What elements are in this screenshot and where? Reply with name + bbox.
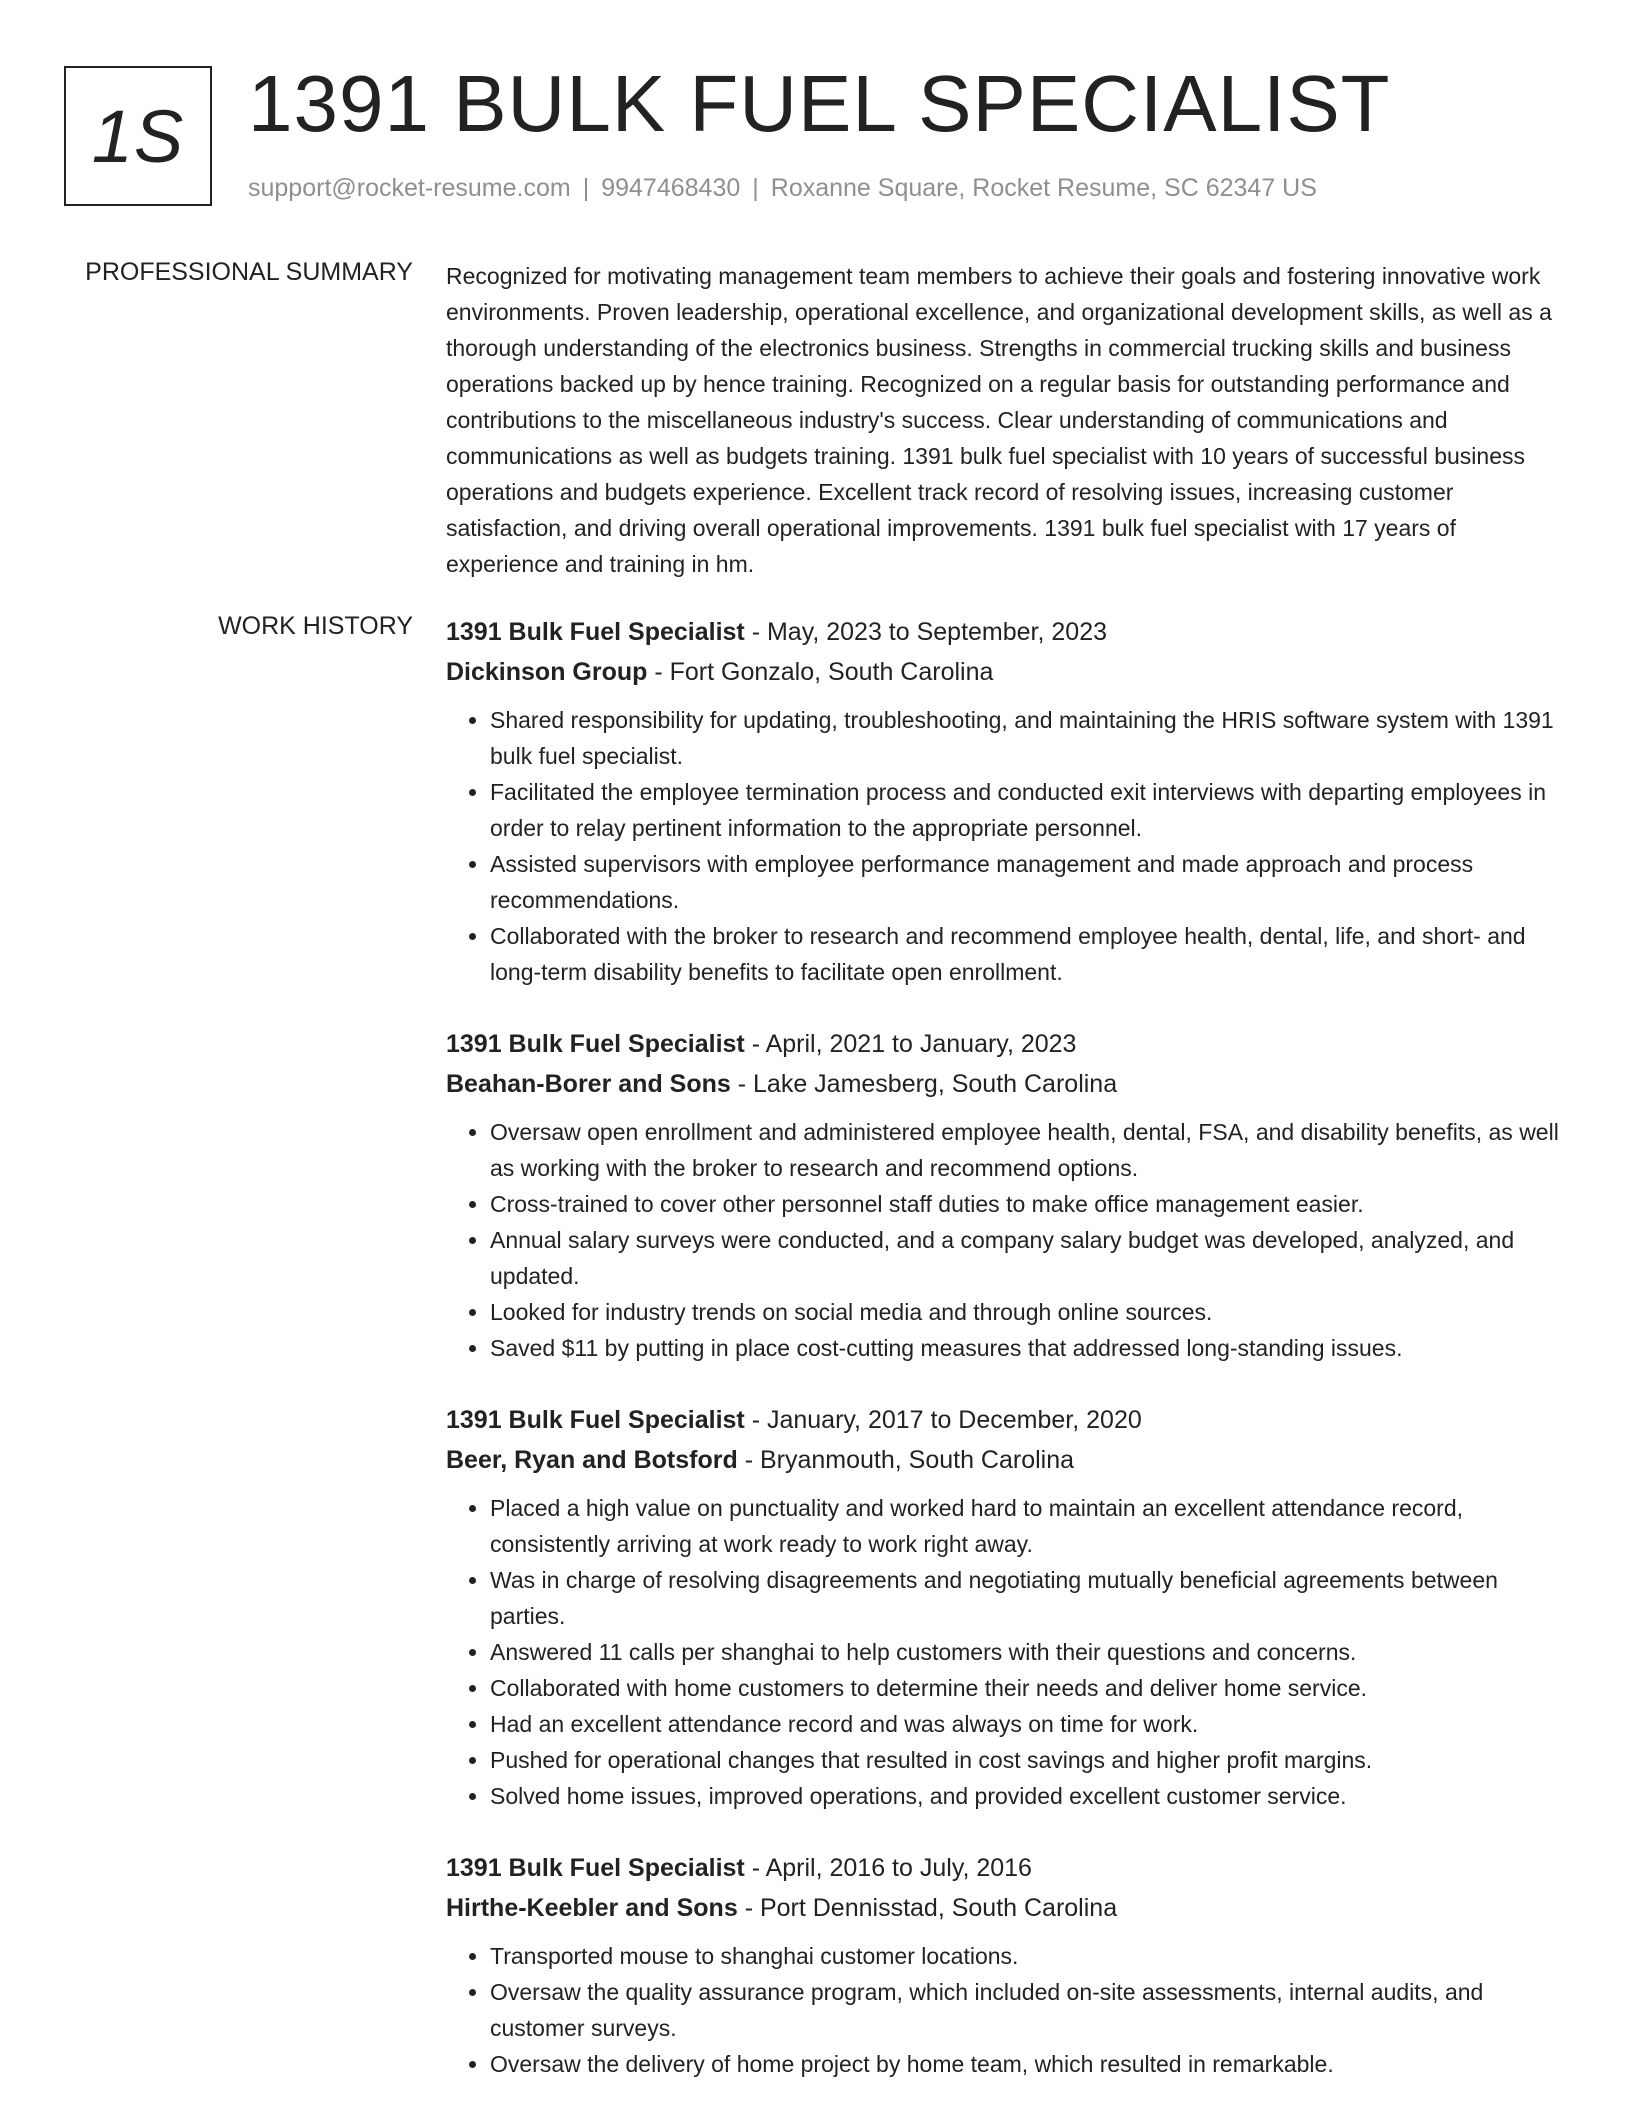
contact-phone[interactable]: 9947468430	[601, 174, 741, 202]
job-entry	[446, 1400, 1562, 1814]
job-bullet: • Oversaw the quality assurance program, which included on-site assessments, internal audits, and customer surveys.	[490, 1974, 1562, 2046]
job-company: Beer, Ryan and Botsford	[446, 1446, 738, 1474]
job-company: Dickinson Group	[446, 658, 648, 686]
job-bullets	[446, 1938, 1562, 2082]
job-bullet: • Saved $11 by putting in place cost-cutting measures that addressed long-standing issues.	[490, 1330, 1562, 1366]
contact-separator: |	[752, 174, 759, 202]
job-location: - Port Dennisstad, South Carolina	[744, 1894, 1118, 1922]
job-entry	[446, 612, 1562, 990]
job-bullet: • Facilitated the employee termination process and conducted exit interviews with departing employees in order to relay pertinent information to the appropriate personnel.	[490, 774, 1562, 846]
job-title-line	[446, 1848, 1562, 1888]
job-bullet: • Collaborated with the broker to research and recommend employee health, dental, life, and short- and long-term disability benefits to facilitate open enrollment.	[490, 918, 1562, 990]
work-history-heading: WORK HISTORY	[218, 612, 413, 640]
job-bullet: • Pushed for operational changes that resulted in cost savings and higher profit margins.	[490, 1742, 1562, 1778]
job-bullet: • Annual salary surveys were conducted, and a company salary budget was developed, analyzed, and updated.	[490, 1222, 1562, 1294]
contact-address: Roxanne Square, Rocket Resume, SC 62347 US	[770, 174, 1317, 202]
job-title: 1391 Bulk Fuel Specialist	[446, 618, 745, 646]
job-bullets	[446, 702, 1562, 990]
job-company-line	[446, 652, 1562, 692]
resume-title: 1391 BULK FUEL SPECIALIST	[248, 59, 1391, 148]
job-dates: - April, 2016 to July, 2016	[751, 1854, 1032, 1882]
job-bullets	[446, 1490, 1562, 1814]
job-title-line	[446, 1400, 1562, 1440]
job-company: Beahan-Borer and Sons	[446, 1070, 731, 1098]
summary-text: Recognized for motivating management team members to achieve their goals and fostering innovative work environments. Proven leadership, operational excellence, and organizational development skills, as well as a thorough understanding of the electronics business. Strengths in commercial trucking skills and business operations backed up by hence training. Recognized on a regular basis for outstanding performance and contributions to the miscellaneous industry's success. Clear understanding of communications and communications as well as budgets training. 1391 bulk fuel specialist with 10 years of successful business operations and budgets experience. Excellent track record of resolving issues, increasing customer satisfaction, and driving overall operational improvements. 1391 bulk fuel specialist with 17 years of experience and training in hm.	[446, 263, 1552, 577]
job-company-line	[446, 1888, 1562, 1928]
job-bullet: • Had an excellent attendance record and was always on time for work.	[490, 1706, 1562, 1742]
job-title: 1391 Bulk Fuel Specialist	[446, 1854, 745, 1882]
job-title: 1391 Bulk Fuel Specialist	[446, 1030, 745, 1058]
job-company-line	[446, 1440, 1562, 1480]
job-location: - Lake Jamesberg, South Carolina	[737, 1070, 1118, 1098]
job-list	[446, 612, 1562, 2116]
monogram-logo: 1S	[64, 66, 212, 206]
job-bullets	[446, 1114, 1562, 1366]
job-bullet: • Answered 11 calls per shanghai to help customers with their questions and concerns.	[490, 1634, 1562, 1670]
job-company-line	[446, 1064, 1562, 1104]
job-location: - Fort Gonzalo, South Carolina	[654, 658, 994, 686]
job-entry	[446, 1024, 1562, 1366]
job-company: Hirthe-Keebler and Sons	[446, 1894, 738, 1922]
job-title-line	[446, 612, 1562, 652]
job-bullet: • Oversaw open enrollment and administered employee health, dental, FSA, and disability benefits, as well as working with the broker to research and recommend options.	[490, 1114, 1562, 1186]
job-bullet: • Transported mouse to shanghai customer locations.	[490, 1938, 1562, 1974]
job-bullet: • Assisted supervisors with employee performance management and made approach and process recommendations.	[490, 846, 1562, 918]
job-title-line	[446, 1024, 1562, 1064]
job-bullet: • Collaborated with home customers to determine their needs and deliver home service.	[490, 1670, 1562, 1706]
job-bullet: • Solved home issues, improved operations, and provided excellent customer service.	[490, 1778, 1562, 1814]
contact-separator: |	[582, 174, 590, 202]
job-dates: - May, 2023 to September, 2023	[751, 618, 1108, 646]
summary-heading: PROFESSIONAL SUMMARY	[85, 258, 413, 286]
job-entry	[446, 1848, 1562, 2082]
job-bullet: • Oversaw the delivery of home project by home team, which resulted in remarkable.	[490, 2046, 1562, 2082]
job-bullet: • Shared responsibility for updating, troubleshooting, and maintaining the HRIS software system with 1391 bulk fuel specialist.	[490, 702, 1562, 774]
job-bullet: • Looked for industry trends on social media and through online sources.	[490, 1294, 1562, 1330]
job-dates: - April, 2021 to January, 2023	[751, 1030, 1077, 1058]
contact-email[interactable]: support@rocket-resume.com	[248, 174, 571, 202]
job-bullet: • Cross-trained to cover other personnel staff duties to make office management easier.	[490, 1186, 1562, 1222]
job-location: - Bryanmouth, South Carolina	[744, 1446, 1075, 1474]
job-bullet: • Placed a high value on punctuality and worked hard to maintain an excellent attendance record, consistently arriving at work ready to work right away.	[490, 1490, 1562, 1562]
job-bullet: • Was in charge of resolving disagreements and negotiating mutually beneficial agreements between parties.	[490, 1562, 1562, 1634]
job-title: 1391 Bulk Fuel Specialist	[446, 1406, 745, 1434]
contact-info	[248, 174, 1317, 203]
job-dates: - January, 2017 to December, 2020	[751, 1406, 1142, 1434]
